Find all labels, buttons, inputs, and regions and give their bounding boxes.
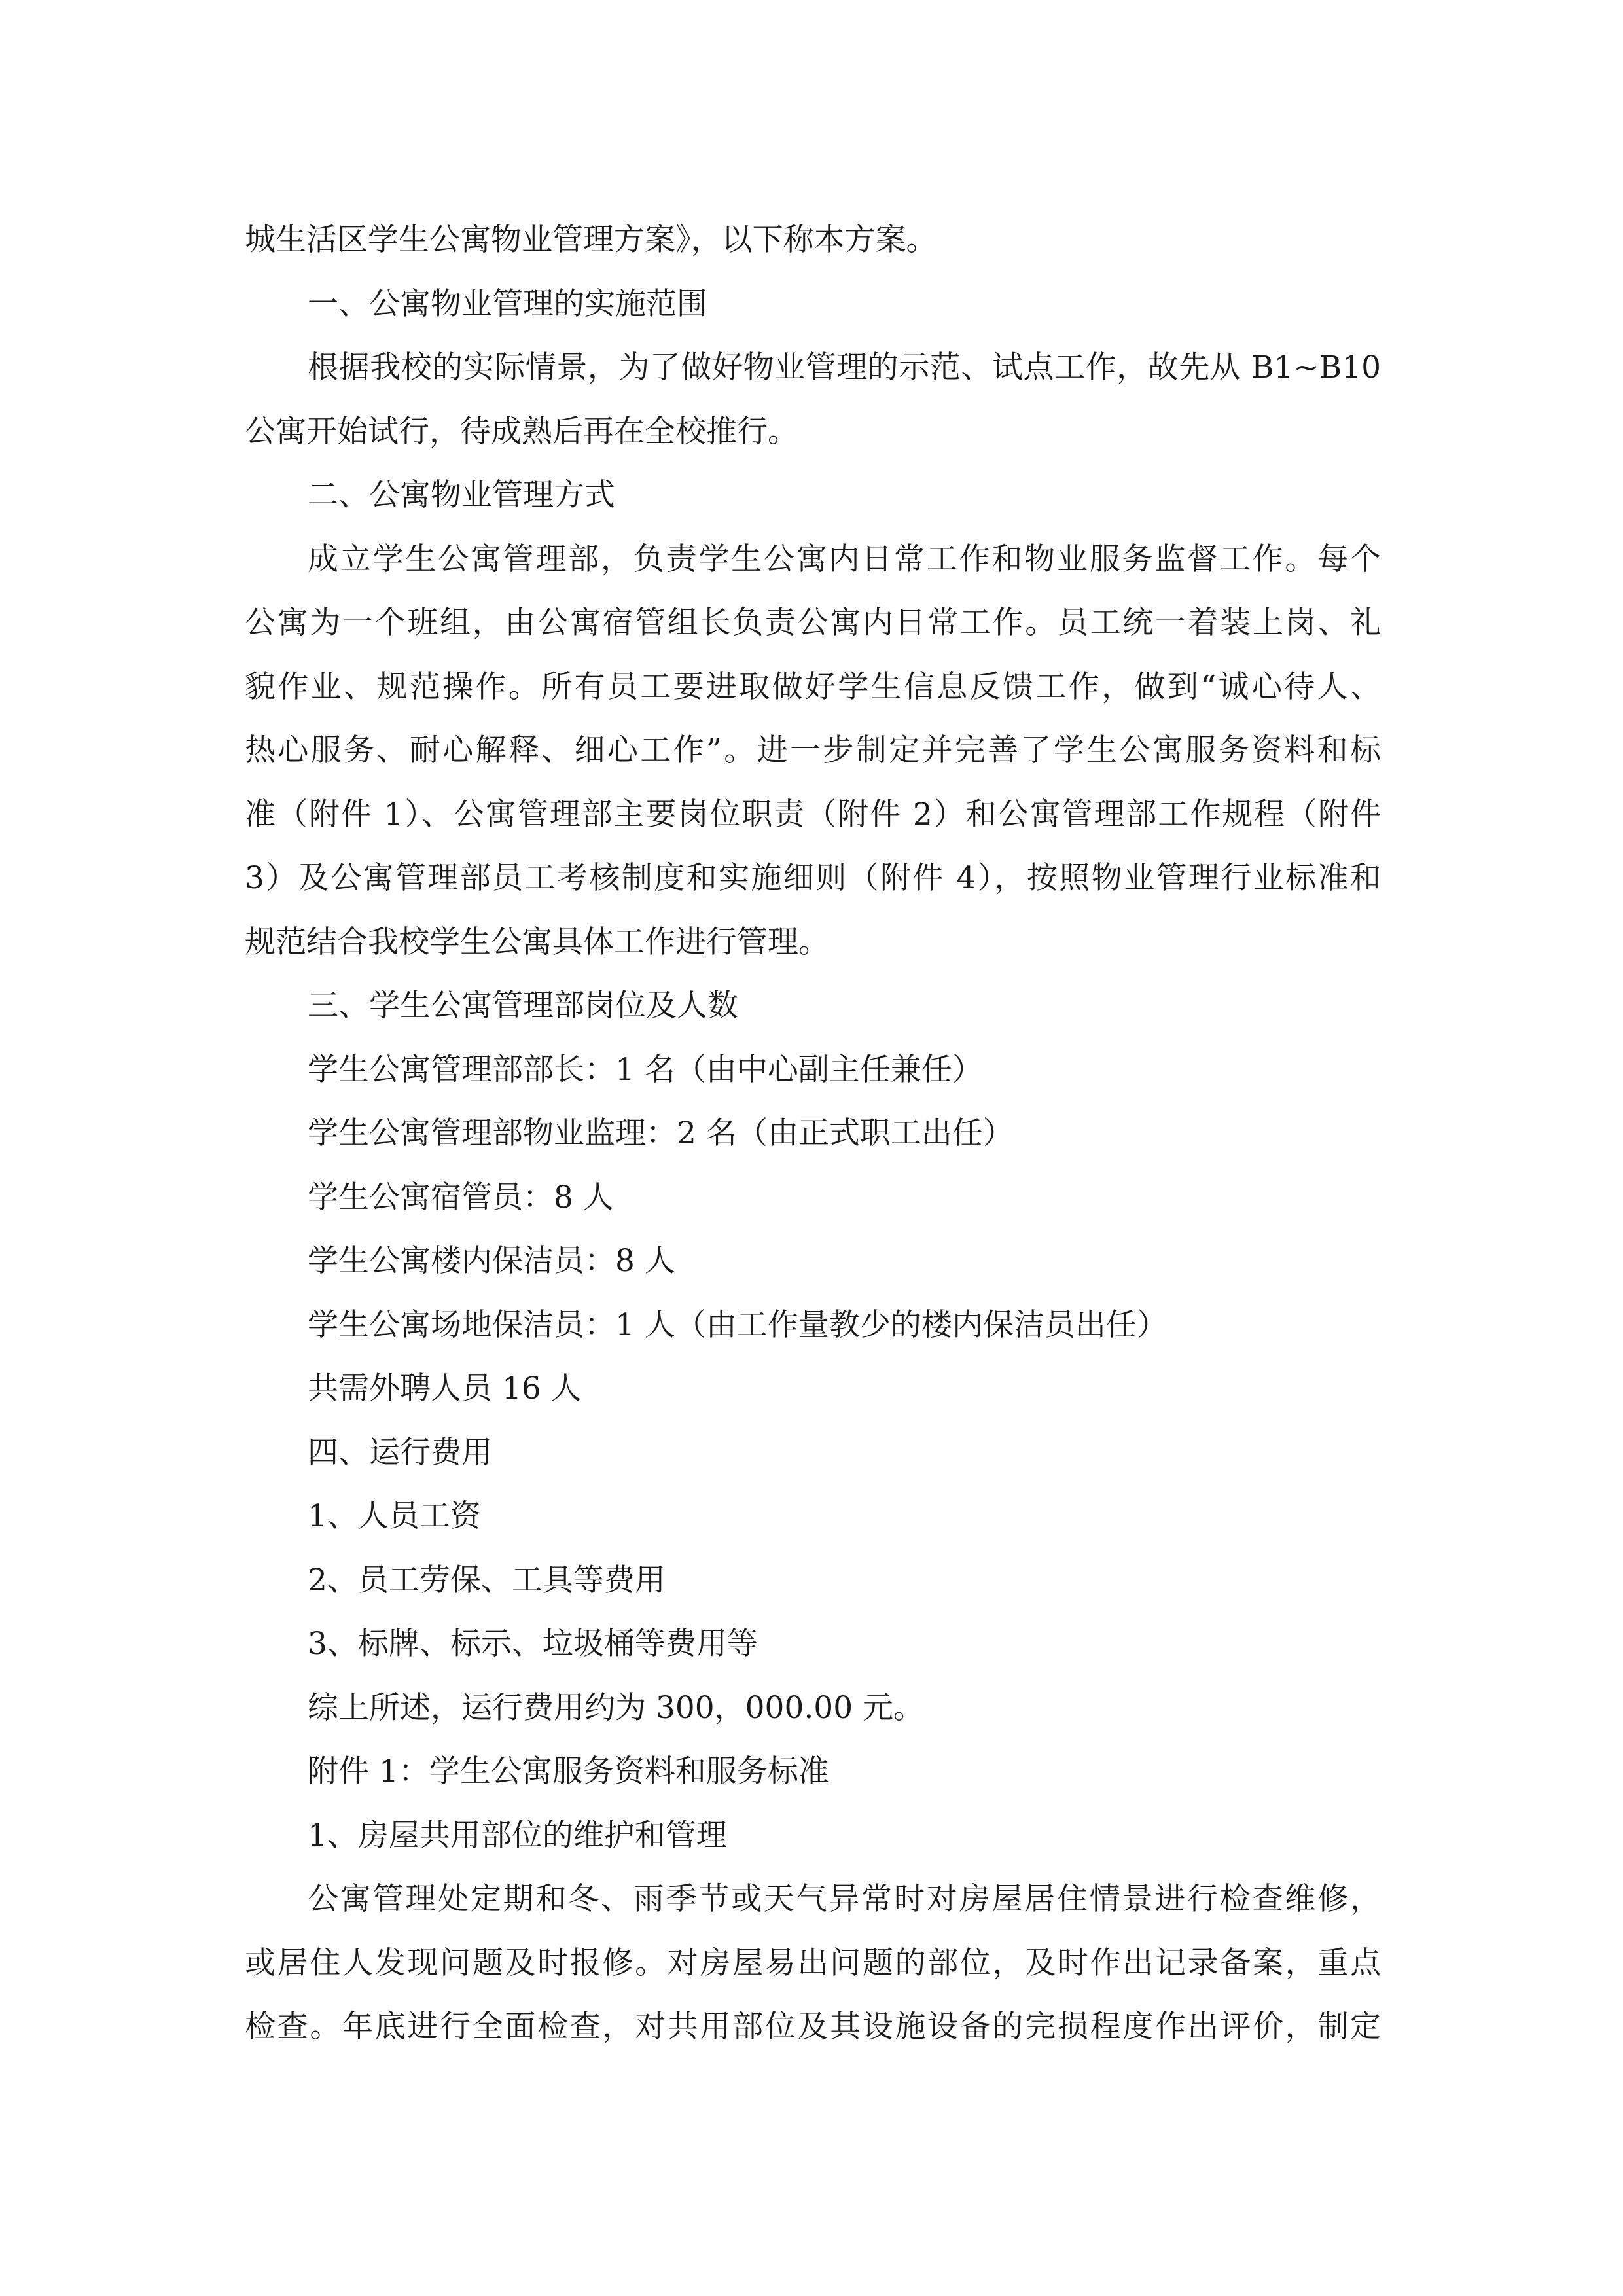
paragraph-line: 根据我校的实际情景，为了做好物业管理的示范、试点工作，故先从 B1~B10 [308,350,1381,386]
staff-item: 学生公寓管理部物业监理：2 名（由正式职工出任） [308,1115,1014,1151]
paragraph-line: 公寓管理处定期和冬、雨季节或天气异常时对房屋居住情景进行检查维修， [308,1881,1381,1917]
staff-item: 学生公寓宿管员：8 人 [308,1179,614,1215]
section-heading: 四、运行费用 [308,1434,492,1471]
staff-item: 学生公寓场地保洁员：1 人（由工作量教少的楼内保洁员出任） [308,1306,1168,1343]
paragraph-line: 规范结合我校学生公寓具体工作进行管理。 [245,924,829,960]
section-heading: 一、公寓物业管理的实施范围 [308,285,707,322]
paragraph-line: 3）及公寓管理部员工考核制度和实施细则（附件 4），按照物业管理行业标准和 [245,860,1381,896]
cost-item: 1、人员工资 [308,1498,481,1534]
staff-total: 共需外聘人员 16 人 [308,1371,582,1407]
paragraph-line: 公寓为一个班组，由公寓宿管组长负责公寓内日常工作。员工统一着装上岗、礼 [245,605,1381,641]
paragraph-line: 城生活区学生公寓物业管理方案》，以下称本方案。 [245,222,937,258]
paragraph-line: 貌作业、规范操作。所有员工要进取做好学生信息反馈工作，做到“诚心待人、 [245,668,1381,705]
cost-item: 3、标牌、标示、垃圾桶等费用等 [308,1626,758,1662]
document-page [245,208,1381,2059]
paragraph-line: 检查。年底进行全面检查，对共用部位及其设施设备的完损程度作出评价，制定 [245,2009,1381,2045]
cost-item: 2、员工劳保、工具等费用 [308,1562,666,1598]
paragraph-line: 公寓开始试行，待成熟后再在全校推行。 [245,413,798,450]
paragraph-line: 成立学生公寓管理部，负责学生公寓内日常工作和物业服务监督工作。每个 [308,541,1381,577]
section-heading: 二、公寓物业管理方式 [308,477,615,513]
paragraph-line: 热心服务、耐心解释、细心工作”。进一步制定并完善了学生公寓服务资料和标 [245,732,1381,768]
staff-item: 学生公寓楼内保洁员：8 人 [308,1243,675,1279]
attachment-subheading: 1、房屋共用部位的维护和管理 [308,1817,727,1854]
paragraph-line: 或居住人发现问题及时报修。对房屋易出问题的部位，及时作出记录备案，重点 [245,1945,1381,1981]
section-heading: 三、学生公寓管理部岗位及人数 [308,988,738,1024]
cost-summary: 综上所述，运行费用约为 300，000.00 元。 [308,1689,925,1726]
attachment-title: 附件 1：学生公寓服务资料和服务标准 [308,1753,829,1789]
paragraph-line: 准（附件 1）、公寓管理部主要岗位职责（附件 2）和公寓管理部工作规程（附件 [245,796,1381,833]
staff-item: 学生公寓管理部部长：1 名（由中心副主任兼任） [308,1051,983,1088]
